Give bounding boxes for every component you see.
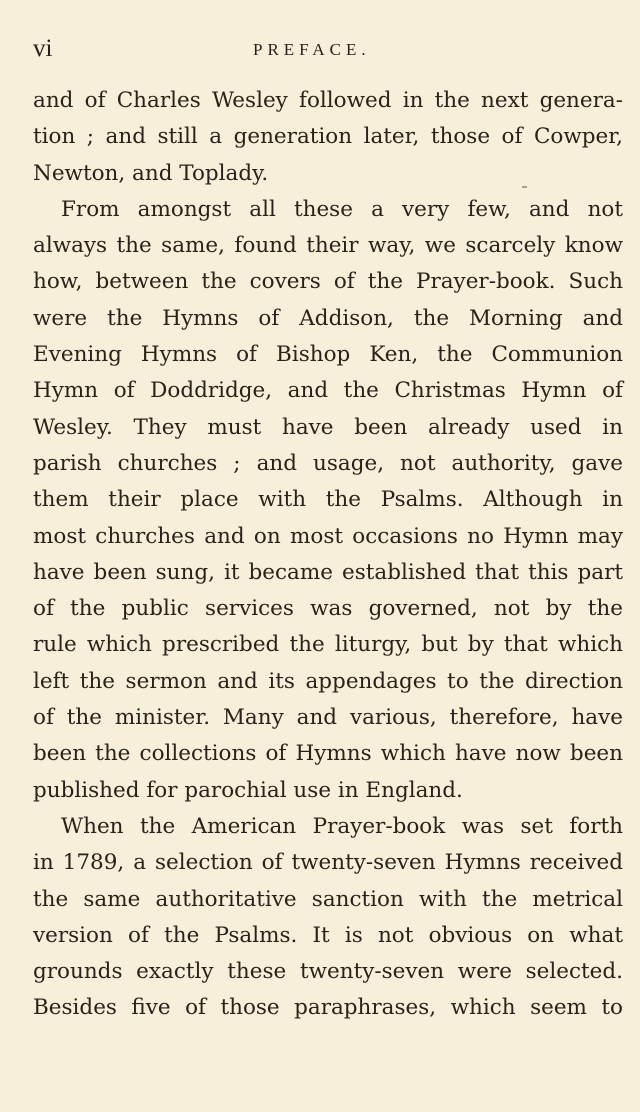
text-line: always the same, found their way, we scarcely know <box>33 233 623 259</box>
text-line: most churches and on most occasions no Hymn may <box>33 523 623 549</box>
text-line: grounds exactly these twenty-seven were selected. <box>33 959 623 985</box>
text-line: been the collections of Hymns which have now been <box>33 741 623 767</box>
text-line: of the public services was governed, not by the <box>33 596 623 622</box>
text-line: were the Hymns of Addison, the Morning and <box>33 305 623 331</box>
text-line: Evening Hymns of Bishop Ken, the Communion <box>33 342 623 368</box>
text-line: the same authoritative sanction with the metrical <box>33 886 623 912</box>
text-line: of the minister. Many and various, therefore, have <box>33 705 623 731</box>
body-text <box>33 83 623 1027</box>
running-head: PREFACE. <box>253 40 371 59</box>
text-line: them their place with the Psalms. Although in <box>33 487 623 513</box>
text-line: how, between the covers of the Prayer-book. Such <box>33 269 623 295</box>
text-line: tion ; and still a generation later, those of Cowper, <box>33 124 623 150</box>
text-line: parish churches ; and usage, not authority, gave <box>33 450 623 476</box>
text-line: in 1789, a selection of twenty-seven Hymns received <box>33 850 623 876</box>
text-line: published for parochial use in England. <box>33 777 463 803</box>
text-line: left the sermon and its appendages to the direction <box>33 668 623 694</box>
text-line: Wesley. They must have been already used in <box>33 414 623 440</box>
text-line: rule which prescribed the liturgy, but by that which <box>33 632 623 658</box>
text-line: Besides five of those paraphrases, which seem to <box>33 995 623 1021</box>
text-line: Newton, and Toplady. <box>33 160 269 186</box>
ink-speck <box>522 186 527 188</box>
page-number: vi <box>33 35 53 62</box>
text-line: have been sung, it became established that this part <box>33 559 623 585</box>
text-line: From amongst all these a very few, and not <box>61 196 623 222</box>
text-line: When the American Prayer-book was set forth <box>61 813 623 839</box>
text-line: Hymn of Doddridge, and the Christmas Hymn of <box>33 378 623 404</box>
text-line: and of Charles Wesley followed in the next genera- <box>33 88 623 113</box>
text-line: version of the Psalms. It is not obvious on what <box>33 922 623 948</box>
